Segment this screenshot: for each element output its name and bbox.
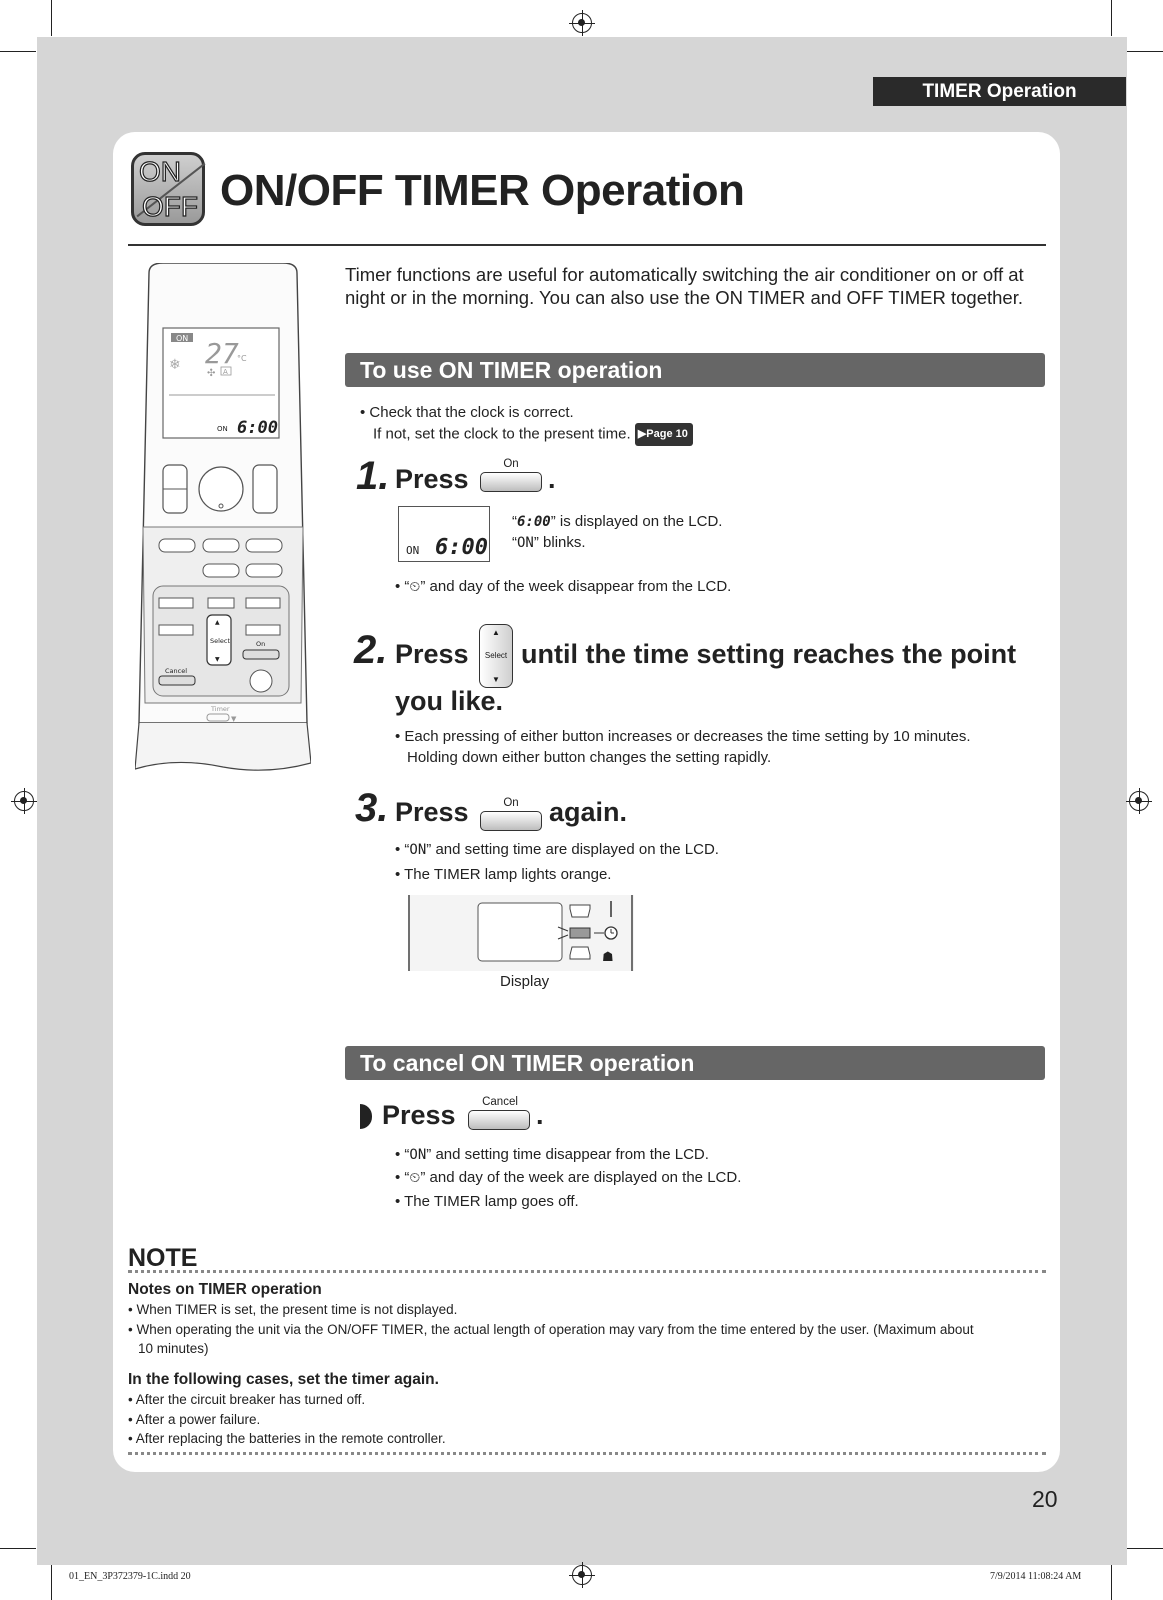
svg-text:▼: ▼ — [231, 715, 237, 723]
step-1-end: . — [548, 464, 556, 494]
cancel-bullet-1: • “ON” and setting time disappear from the LCD. — [395, 1146, 709, 1163]
crop-mark — [1111, 0, 1112, 36]
page-title: ON/OFF TIMER Operation — [220, 166, 745, 215]
remote-select-label: Select — [210, 637, 231, 645]
crop-mark — [1127, 1548, 1163, 1549]
note-title: NOTE — [128, 1244, 198, 1272]
set-clock-line: If not, set the clock to the present time. ▶Page 10 — [373, 423, 693, 446]
cancel-end: . — [536, 1100, 544, 1130]
cancel-button[interactable] — [468, 1110, 530, 1130]
lcd-auto: A — [223, 368, 228, 376]
step-2-text-line2: you like. — [395, 686, 504, 716]
crop-mark — [1111, 1565, 1112, 1600]
remote-timer-label: Timer — [211, 705, 230, 713]
person-signal-icon: ☗ — [602, 950, 614, 965]
check-clock-line: • Check that the clock is correct. — [360, 404, 574, 421]
fan-icon: ✣ — [207, 368, 216, 379]
clock-icon: ⏲ — [409, 1169, 421, 1185]
select-button[interactable] — [479, 624, 513, 688]
note-item: 10 minutes) — [138, 1341, 209, 1356]
cancel-bullet-3: • The TIMER lamp goes off. — [395, 1193, 579, 1210]
step-3-end: again. — [549, 797, 628, 827]
step-2-bullet-2: Holding down either button changes the setting rapidly. — [407, 749, 772, 766]
step-3-bullet-2: • The TIMER lamp lights orange. — [395, 866, 612, 883]
note-item: • After the circuit breaker has turned off. — [128, 1392, 366, 1407]
step-3-number: 3. — [355, 786, 389, 830]
page-reference-link[interactable]: ▶Page 10 — [635, 423, 693, 446]
footer-timestamp: 7/9/2014 11:08:24 AM — [990, 1571, 1082, 1582]
cancel-button-label: Cancel — [482, 1096, 518, 1108]
section-heading-on-timer: To use ON TIMER operation — [345, 353, 1045, 387]
time-displayed-note: “6:00” is displayed on the LCD. — [512, 513, 723, 530]
crop-mark — [1127, 51, 1163, 52]
lcd-mini-display: ON 6:00 — [398, 506, 490, 562]
indoor-unit-display-illustration — [408, 895, 634, 971]
down-arrow-icon: ▼ — [492, 675, 500, 684]
title-divider — [128, 244, 1046, 246]
registration-mark-icon — [14, 791, 34, 811]
on-button[interactable] — [480, 811, 542, 831]
section-tab: TIMER Operation — [873, 77, 1126, 106]
footer-file: 01_EN_3P372379-1C.indd 20 — [69, 1571, 191, 1582]
note-item: • When operating the unit via the ON/OFF TIMER, the actual length of operation may vary from the time entered by the user. (Maximum about — [128, 1322, 974, 1337]
registration-mark-icon — [1129, 791, 1149, 811]
on-button-label: On — [503, 797, 519, 809]
lcd-on-badge: ON — [176, 334, 189, 343]
step-2-number: 2. — [354, 628, 388, 672]
section-heading-cancel-timer: To cancel ON TIMER operation — [345, 1046, 1045, 1080]
step-1-press: Press — [395, 464, 469, 494]
note-item: • After replacing the batteries in the remote controller. — [128, 1431, 446, 1446]
lcd-unit: °C — [237, 354, 247, 363]
svg-text:▲: ▲ — [215, 619, 220, 626]
note-item: • After a power failure. — [128, 1412, 261, 1427]
svg-text:▼: ▼ — [215, 656, 220, 663]
note-subheading-1: Notes on TIMER operation — [128, 1281, 322, 1298]
intro-paragraph: Timer functions are useful for automatically switching the air conditioner on or off at night or in the morning. You can also use the ON TIMER and OFF TIMER together. — [345, 264, 1024, 308]
remote-controller-illustration — [135, 263, 311, 775]
clock-disappear-note: • “⏲” and day of the week disappear from the LCD. — [395, 578, 732, 595]
clock-icon: ⏲ — [409, 578, 421, 594]
step-2-bullet-1: • Each pressing of either button increases or decreases the time setting by 10 minutes. — [395, 728, 971, 745]
crop-mark — [0, 1548, 36, 1549]
crop-mark — [0, 51, 36, 52]
lcd-temp: 27 — [205, 337, 239, 370]
snowflake-icon: ❄ — [169, 357, 181, 373]
on-button-label: On — [503, 458, 519, 470]
step-2-press: Press — [395, 639, 469, 669]
cancel-bullet-2: • “⏲” and day of the week are displayed on the LCD. — [395, 1169, 742, 1186]
on-button[interactable] — [480, 472, 542, 492]
step-1-number: 1. — [356, 454, 390, 498]
up-arrow-icon: ▲ — [492, 628, 500, 637]
note-subheading-2: In the following cases, set the timer again. — [128, 1371, 439, 1388]
lcd-time: 6:00 — [237, 418, 278, 438]
on-blinks-note: “ON” blinks. — [512, 534, 586, 551]
page-number: 20 — [1032, 1486, 1058, 1512]
step-3-press: Press — [395, 797, 469, 827]
note-divider-top — [128, 1270, 1046, 1273]
select-button-label: Select — [484, 651, 508, 660]
lcd-timer-label: ON — [217, 425, 228, 433]
cancel-press: Press — [382, 1100, 456, 1130]
registration-mark-icon — [572, 1565, 592, 1585]
registration-mark-icon — [572, 13, 592, 33]
display-caption: Display — [500, 973, 550, 990]
remote-cancel-label: Cancel — [165, 667, 188, 675]
note-divider-bottom — [128, 1452, 1046, 1455]
step-2-text-line1: until the time setting reaches the point — [521, 639, 1017, 669]
step-3-bullet-1: • “ON” and setting time are displayed on the LCD. — [395, 841, 719, 858]
crop-mark — [51, 1565, 52, 1600]
remote-on-label: On — [256, 640, 266, 648]
crop-mark — [51, 0, 52, 36]
on-off-icon: ON OFF — [131, 152, 205, 226]
note-item: • When TIMER is set, the present time is not displayed. — [128, 1302, 458, 1317]
